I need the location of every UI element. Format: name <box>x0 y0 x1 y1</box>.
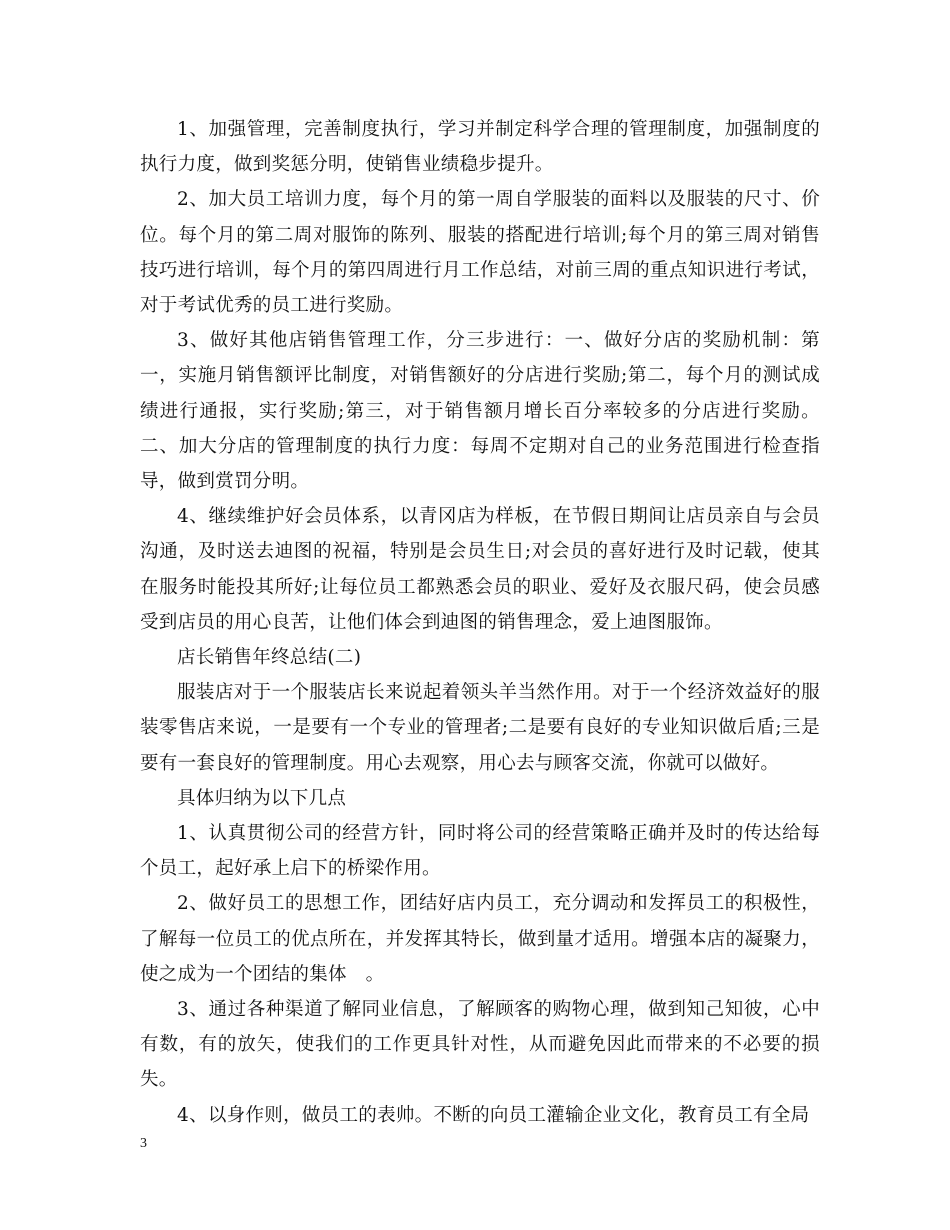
paragraph-staff-morale: 2、做好员工的思想工作，团结好店内员工，充分调动和发挥员工的积极性，了解每一位员工的优点所在，并发挥其特长，做到量才适用。增强本店的凝聚力，使之成为一个团结的集体 。 <box>140 893 820 985</box>
paragraph-branch-sales-management: 3、做好其他店销售管理工作，分三步进行：一、做好分店的奖励机制：第一，实施月销售额评比制度，对销售额好的分店进行奖励;第二，每个月的测试成绩进行通报，实行奖励;第三，对于销售额月增长百分率较多的分店进行奖励。二、加大分店的管理制度的执行力度：每周不定期对自己的业务范围进行检查指导，做到赏罚分明。 <box>140 330 820 493</box>
paragraph-member-system: 4、继续维护好会员体系，以青冈店为样板，在节假日期间让店员亲自与会员沟通，及时送去迪图的祝福，特别是会员生日;对会员的喜好进行及时记载，使其在服务时能投其所好;让每位员工都熟悉会员的职业、爱好及衣服尺码，使会员感受到店员的用心良苦，让他们体会到迪图的销售理念，爱上迪图服饰。 <box>140 506 820 633</box>
document-body <box>140 112 820 1133</box>
list-intro: 具体归纳为以下几点 <box>177 787 347 809</box>
paragraph-industry-info: 3、通过各种渠道了解同业信息，了解顾客的购物心理，做到知己知彼，心中有数，有的放矢，使我们的工作更具针对性，从而避免因此而带来的不必要的损失。 <box>140 999 820 1091</box>
paragraph-company-policy: 1、认真贯彻公司的经营方针，同时将公司的经营策略正确并及时的传达给每个员工，起好承上启下的桥梁作用。 <box>140 823 820 880</box>
paragraph-staff-training: 2、加大员工培训力度，每个月的第一周自学服装的面料以及服装的尺寸、价位。每个月的第二周对服饰的陈列、服装的搭配进行培训;每个月的第三周对销售技巧进行培训，每个月的第四周进行月工作总结，对前三周的重点知识进行考试，对于考试优秀的员工进行奖励。 <box>140 189 820 317</box>
paragraph-lead-by-example: 4、以身作则，做员工的表帅。不断的向员工灌输企业文化，教育员工有全局 <box>177 1104 810 1126</box>
page-number: 3 <box>140 1136 147 1151</box>
paragraph-strengthen-management: 1、加强管理，完善制度执行，学习并制定科学合理的管理制度，加强制度的执行力度，做到奖惩分明，使销售业绩稳步提升。 <box>140 119 820 176</box>
paragraph-store-manager-role: 服装店对于一个服装店长来说起着领头羊当然作用。对于一个经济效益好的服装零售店来说，一是要有一个专业的管理者;二是要有良好的专业知识做后盾;三是要有一套良好的管理制度。用心去观察，用心去与顾客交流，你就可以做好。 <box>140 682 820 774</box>
section-heading: 店长销售年终总结(二) <box>177 647 362 669</box>
